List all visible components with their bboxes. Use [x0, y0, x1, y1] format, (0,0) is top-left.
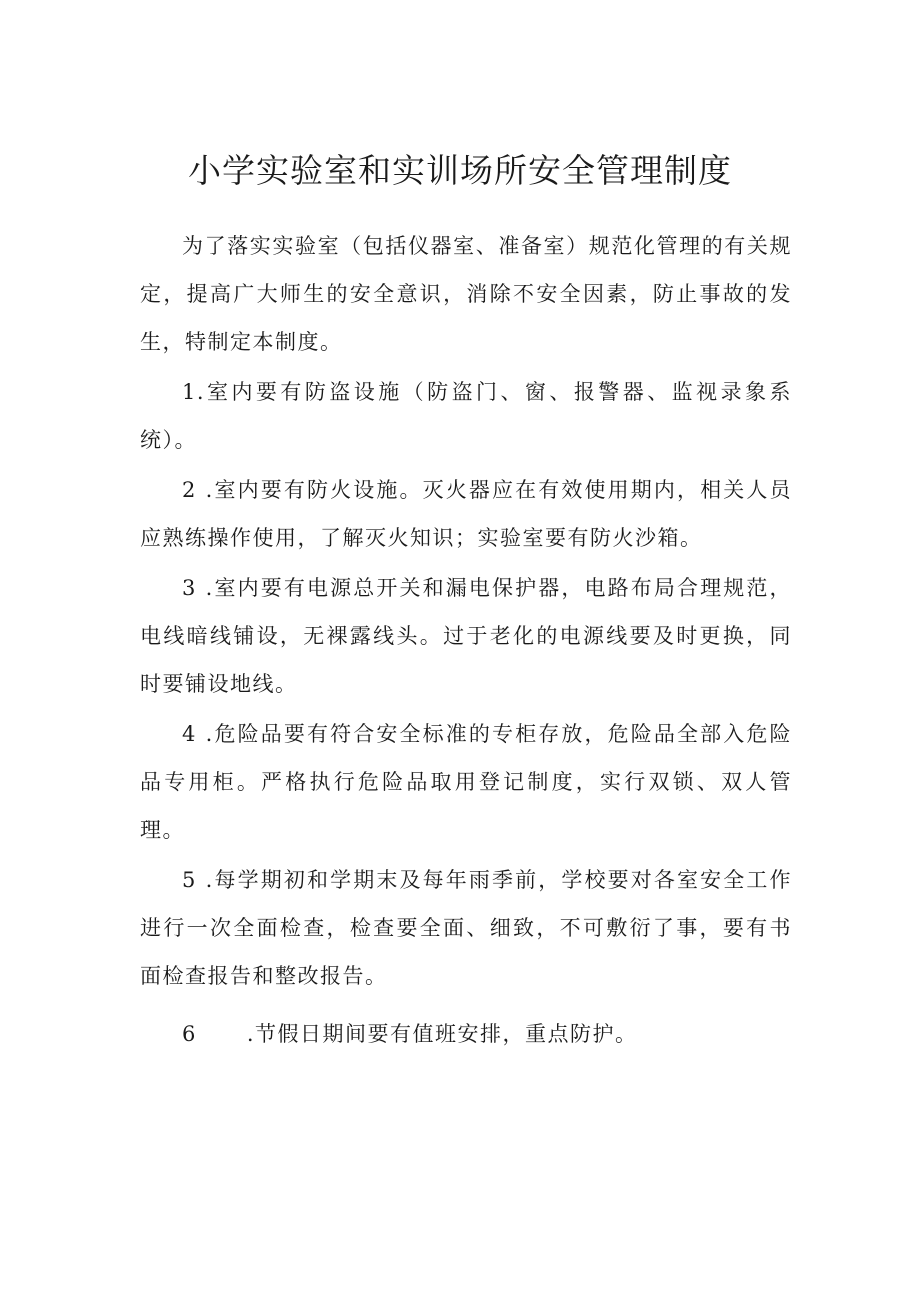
rule-item-4 [140, 710, 792, 854]
rule-number: 1. [182, 380, 206, 404]
document-title: 小学实验室和实训场所安全管理制度 [188, 151, 732, 190]
rule-text: .节假日期间要有值班安排，重点防护。 [246, 1022, 638, 1046]
intro-paragraph: 为了落实实验室（包括仪器室、准备室）规范化管理的有关规定，提高广大师生的安全意识，消除不安全因素，防止事故的发生，特制定本制度。 [140, 234, 792, 354]
rule-text: 每学期初和学期末及每年雨季前，学校要对各室安全工作进行一次全面检查，检查要全面、细致，不可敷衍了事，要有书面检查报告和整改报告。 [140, 868, 792, 988]
rule-item-1 [140, 368, 792, 464]
rule-text: 室内要有防盗设施（防盗门、窗、报警器、监视录象系统）。 [140, 380, 792, 452]
rule-number: 6 [182, 1022, 197, 1046]
rule-item-3 [140, 564, 792, 708]
rule-number: 5 . [182, 868, 214, 892]
rule-text: 危险品要有符合安全标准的专柜存放，危险品全部入危险品专用柜。严格执行危险品取用登记制度，实行双锁、双人管理。 [140, 722, 792, 842]
rule-item-2 [140, 466, 792, 562]
rule-item-6 [140, 1010, 792, 1058]
rule-text: 室内要有电源总开关和漏电保护器，电路布局合理规范，电线暗线铺设，无裸露线头。过于老化的电源线要及时更换，同时要铺设地线。 [140, 576, 792, 696]
rule-text: 室内要有防火设施。灭火器应在有效使用期内，相关人员应熟练操作使用，了解灭火知识；实验室要有防火沙箱。 [140, 478, 792, 550]
rule-item-5 [140, 856, 792, 1000]
document-body [140, 222, 792, 1058]
rule-number: 3 . [182, 576, 214, 600]
rule-number: 4 . [182, 722, 214, 746]
rule-number: 2 . [182, 478, 214, 502]
